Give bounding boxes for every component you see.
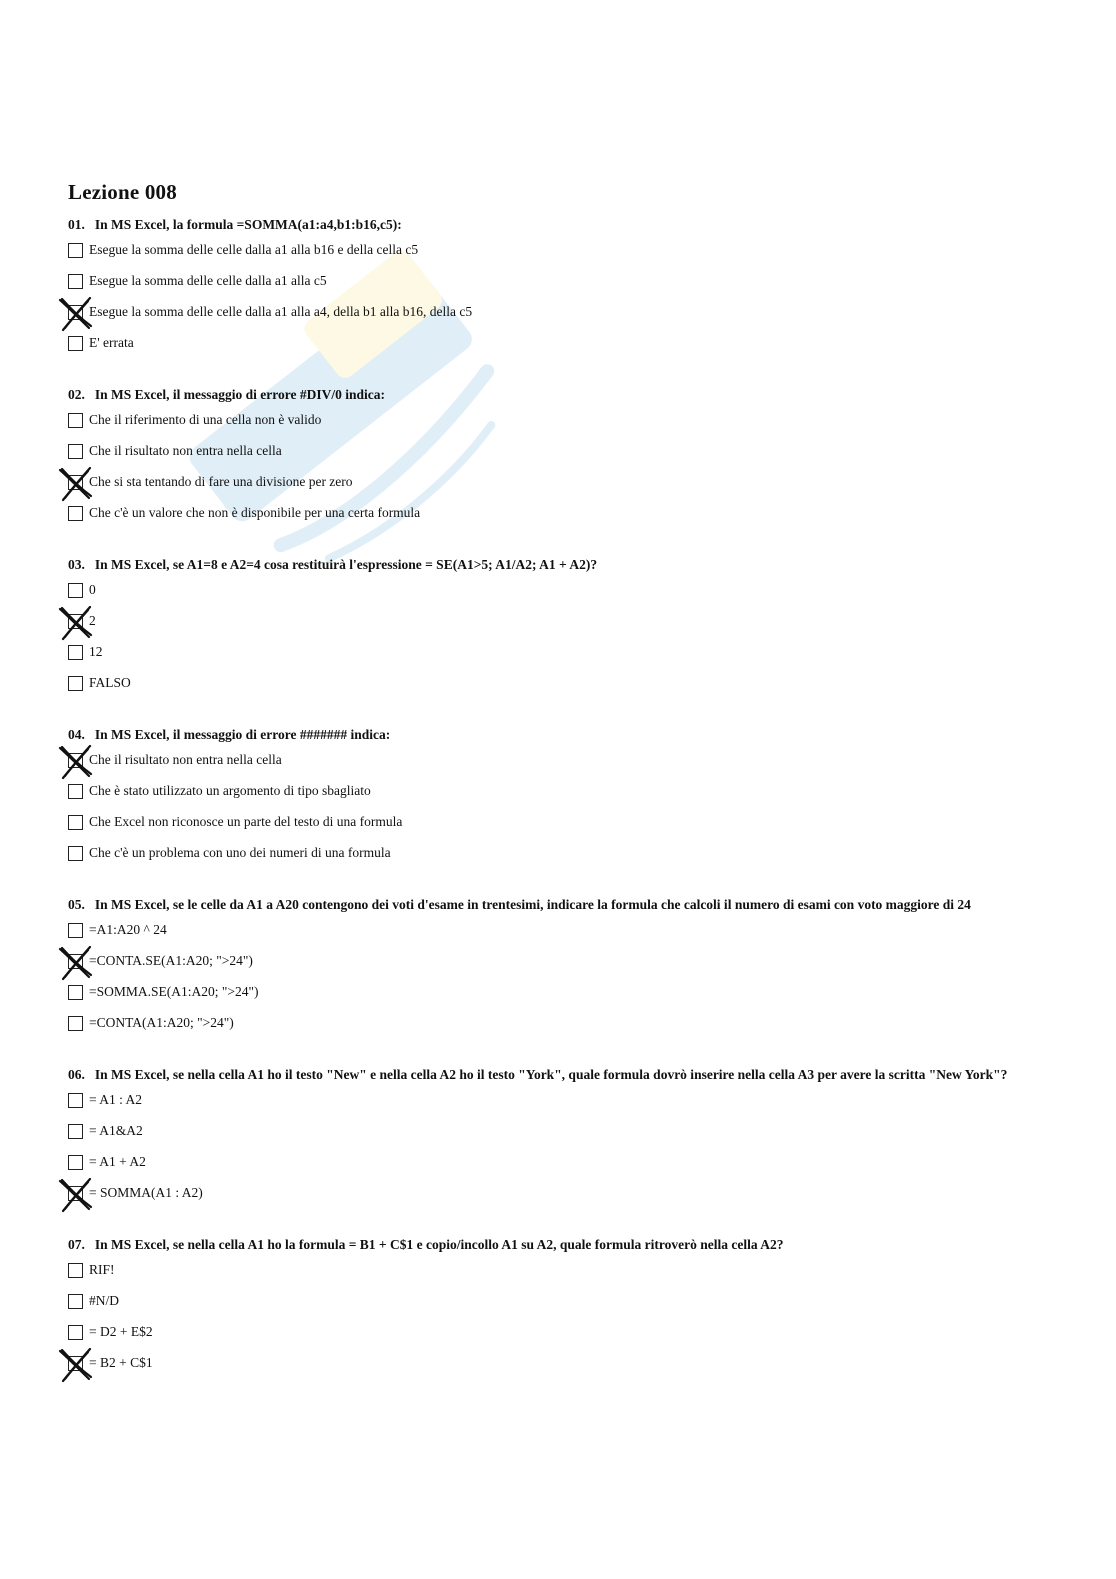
answer-checkbox[interactable]: [68, 475, 83, 490]
answer-label: RIF!: [89, 1262, 115, 1277]
answer-label: = SOMMA(A1 : A2): [89, 1185, 203, 1200]
answer-option[interactable]: [68, 846, 1068, 877]
answer-label: Che Excel non riconosce un parte del testo di una formula: [89, 814, 403, 829]
question-label: In MS Excel, se nella cella A1 ho il testo "New" e nella cella A2 ho il testo "York", quale formula dovrò inserire nella cella A3 per avere la scritta "New York"?: [94, 1067, 1008, 1082]
answer-label: #N/D: [89, 1293, 119, 1308]
answer-checkbox[interactable]: [68, 753, 83, 768]
answer-option[interactable]: [68, 1124, 1068, 1155]
question-text: [68, 1237, 1068, 1253]
answer-checkbox[interactable]: [68, 985, 83, 1000]
answer-label: = A1&A2: [89, 1123, 143, 1138]
answer-checkbox[interactable]: [68, 583, 83, 598]
answer-option[interactable]: [68, 676, 1068, 707]
question-label: In MS Excel, se le celle da A1 a A20 contengono dei voti d'esame in trentesimi, indicare la formula che calcoli il numero di esami con voto maggiore di 24: [94, 897, 971, 912]
question-label: In MS Excel, se nella cella A1 ho la formula = B1 + C$1 e copio/incollo A1 su A2, quale formula ritroverò nella cella A2?: [94, 1237, 784, 1252]
answer-checkbox[interactable]: [68, 1294, 83, 1309]
question-4: [68, 727, 1068, 877]
answer-option[interactable]: [68, 1016, 1068, 1047]
question-number: 02.: [68, 387, 85, 402]
answer-label: Che il risultato non entra nella cella: [89, 752, 282, 767]
answer-checkbox[interactable]: [68, 274, 83, 289]
quiz-page: [68, 180, 1068, 1407]
answer-label: Esegue la somma delle celle dalla a1 alla b16 e della cella c5: [89, 242, 419, 257]
answer-checkbox[interactable]: [68, 1263, 83, 1278]
answer-option[interactable]: [68, 954, 1068, 985]
answer-label: Che si sta tentando di fare una divisione per zero: [89, 474, 353, 489]
answer-option[interactable]: [68, 336, 1068, 367]
question-number: 07.: [68, 1237, 85, 1252]
question-text: [68, 727, 1068, 743]
answer-label: =CONTA.SE(A1:A20; ">24"): [89, 953, 253, 968]
question-text: [68, 387, 1068, 403]
answer-option[interactable]: [68, 243, 1068, 274]
question-label: In MS Excel, la formula =SOMMA(a1:a4,b1:b16,c5):: [94, 217, 402, 232]
question-text: [68, 897, 1068, 913]
question-text: [68, 1067, 1068, 1083]
answer-label: 2: [89, 613, 96, 628]
question-label: In MS Excel, se A1=8 e A2=4 cosa restituirà l'espressione = SE(A1>5; A1/A2; A1 + A2)?: [94, 557, 598, 572]
lesson-title: Lezione 008: [68, 180, 177, 204]
question-7: [68, 1237, 1068, 1387]
question-5: [68, 897, 1068, 1047]
answer-checkbox[interactable]: [68, 506, 83, 521]
answer-label: =A1:A20 ^ 24: [89, 922, 167, 937]
answer-checkbox[interactable]: [68, 1325, 83, 1340]
answer-option[interactable]: [68, 413, 1068, 444]
answer-checkbox[interactable]: [68, 243, 83, 258]
answer-label: Che c'è un valore che non è disponibile per una certa formula: [89, 505, 421, 520]
question-label: In MS Excel, il messaggio di errore ####### indica:: [94, 727, 391, 742]
answer-option[interactable]: [68, 274, 1068, 305]
answer-option[interactable]: [68, 1294, 1068, 1325]
answer-checkbox[interactable]: [68, 336, 83, 351]
answer-checkbox[interactable]: [68, 815, 83, 830]
answer-label: = A1 : A2: [89, 1092, 142, 1107]
answer-checkbox[interactable]: [68, 1093, 83, 1108]
answer-option[interactable]: [68, 305, 1068, 336]
answer-option[interactable]: [68, 815, 1068, 846]
question-text: [68, 217, 1068, 233]
answer-label: Esegue la somma delle celle dalla a1 alla c5: [89, 273, 327, 288]
answer-label: Che il risultato non entra nella cella: [89, 443, 282, 458]
answer-checkbox[interactable]: [68, 923, 83, 938]
answer-option[interactable]: [68, 1186, 1068, 1217]
answer-option[interactable]: [68, 1356, 1068, 1387]
answer-label: 0: [89, 582, 96, 597]
answer-checkbox[interactable]: [68, 1186, 83, 1201]
answer-option[interactable]: [68, 1325, 1068, 1356]
question-text: [68, 557, 1068, 573]
question-number: 03.: [68, 557, 85, 572]
answer-label: E' errata: [89, 335, 134, 350]
question-number: 06.: [68, 1067, 85, 1082]
answer-option[interactable]: [68, 923, 1068, 954]
answer-option[interactable]: [68, 1093, 1068, 1124]
answer-checkbox[interactable]: [68, 645, 83, 660]
answer-option[interactable]: [68, 506, 1068, 537]
answer-checkbox[interactable]: [68, 954, 83, 969]
answer-checkbox[interactable]: [68, 1016, 83, 1031]
answer-label: Che il riferimento di una cella non è valido: [89, 412, 322, 427]
answer-option[interactable]: [68, 985, 1068, 1016]
answer-option[interactable]: [68, 645, 1068, 676]
answer-label: FALSO: [89, 675, 131, 690]
answer-checkbox[interactable]: [68, 413, 83, 428]
answer-checkbox[interactable]: [68, 846, 83, 861]
answer-option[interactable]: [68, 444, 1068, 475]
answer-checkbox[interactable]: [68, 676, 83, 691]
answer-checkbox[interactable]: [68, 1356, 83, 1371]
answer-label: 12: [89, 644, 103, 659]
answer-label: = B2 + C$1: [89, 1355, 153, 1370]
question-number: 01.: [68, 217, 85, 232]
answer-checkbox[interactable]: [68, 784, 83, 799]
answer-label: = A1 + A2: [89, 1154, 146, 1169]
question-1: [68, 217, 1068, 367]
answer-option[interactable]: [68, 753, 1068, 784]
answer-label: Che c'è un problema con uno dei numeri di una formula: [89, 845, 391, 860]
question-3: [68, 557, 1068, 707]
answer-checkbox[interactable]: [68, 305, 83, 320]
question-6: [68, 1067, 1068, 1217]
answer-label: = D2 + E$2: [89, 1324, 153, 1339]
answer-checkbox[interactable]: [68, 614, 83, 629]
answer-label: =CONTA(A1:A20; ">24"): [89, 1015, 234, 1030]
answer-option[interactable]: [68, 583, 1068, 614]
answer-option[interactable]: [68, 475, 1068, 506]
answer-checkbox[interactable]: [68, 444, 83, 459]
question-label: In MS Excel, il messaggio di errore #DIV/0 indica:: [94, 387, 385, 402]
question-2: [68, 387, 1068, 537]
answer-option[interactable]: [68, 614, 1068, 645]
question-list: [68, 217, 1068, 1387]
question-number: 04.: [68, 727, 85, 742]
answer-label: Esegue la somma delle celle dalla a1 alla a4, della b1 alla b16, della c5: [89, 304, 473, 319]
answer-checkbox[interactable]: [68, 1155, 83, 1170]
answer-label: Che è stato utilizzato un argomento di tipo sbagliato: [89, 783, 371, 798]
question-number: 05.: [68, 897, 85, 912]
answer-option[interactable]: [68, 784, 1068, 815]
answer-option[interactable]: [68, 1155, 1068, 1186]
answer-checkbox[interactable]: [68, 1124, 83, 1139]
answer-option[interactable]: [68, 1263, 1068, 1294]
answer-label: =SOMMA.SE(A1:A20; ">24"): [89, 984, 259, 999]
